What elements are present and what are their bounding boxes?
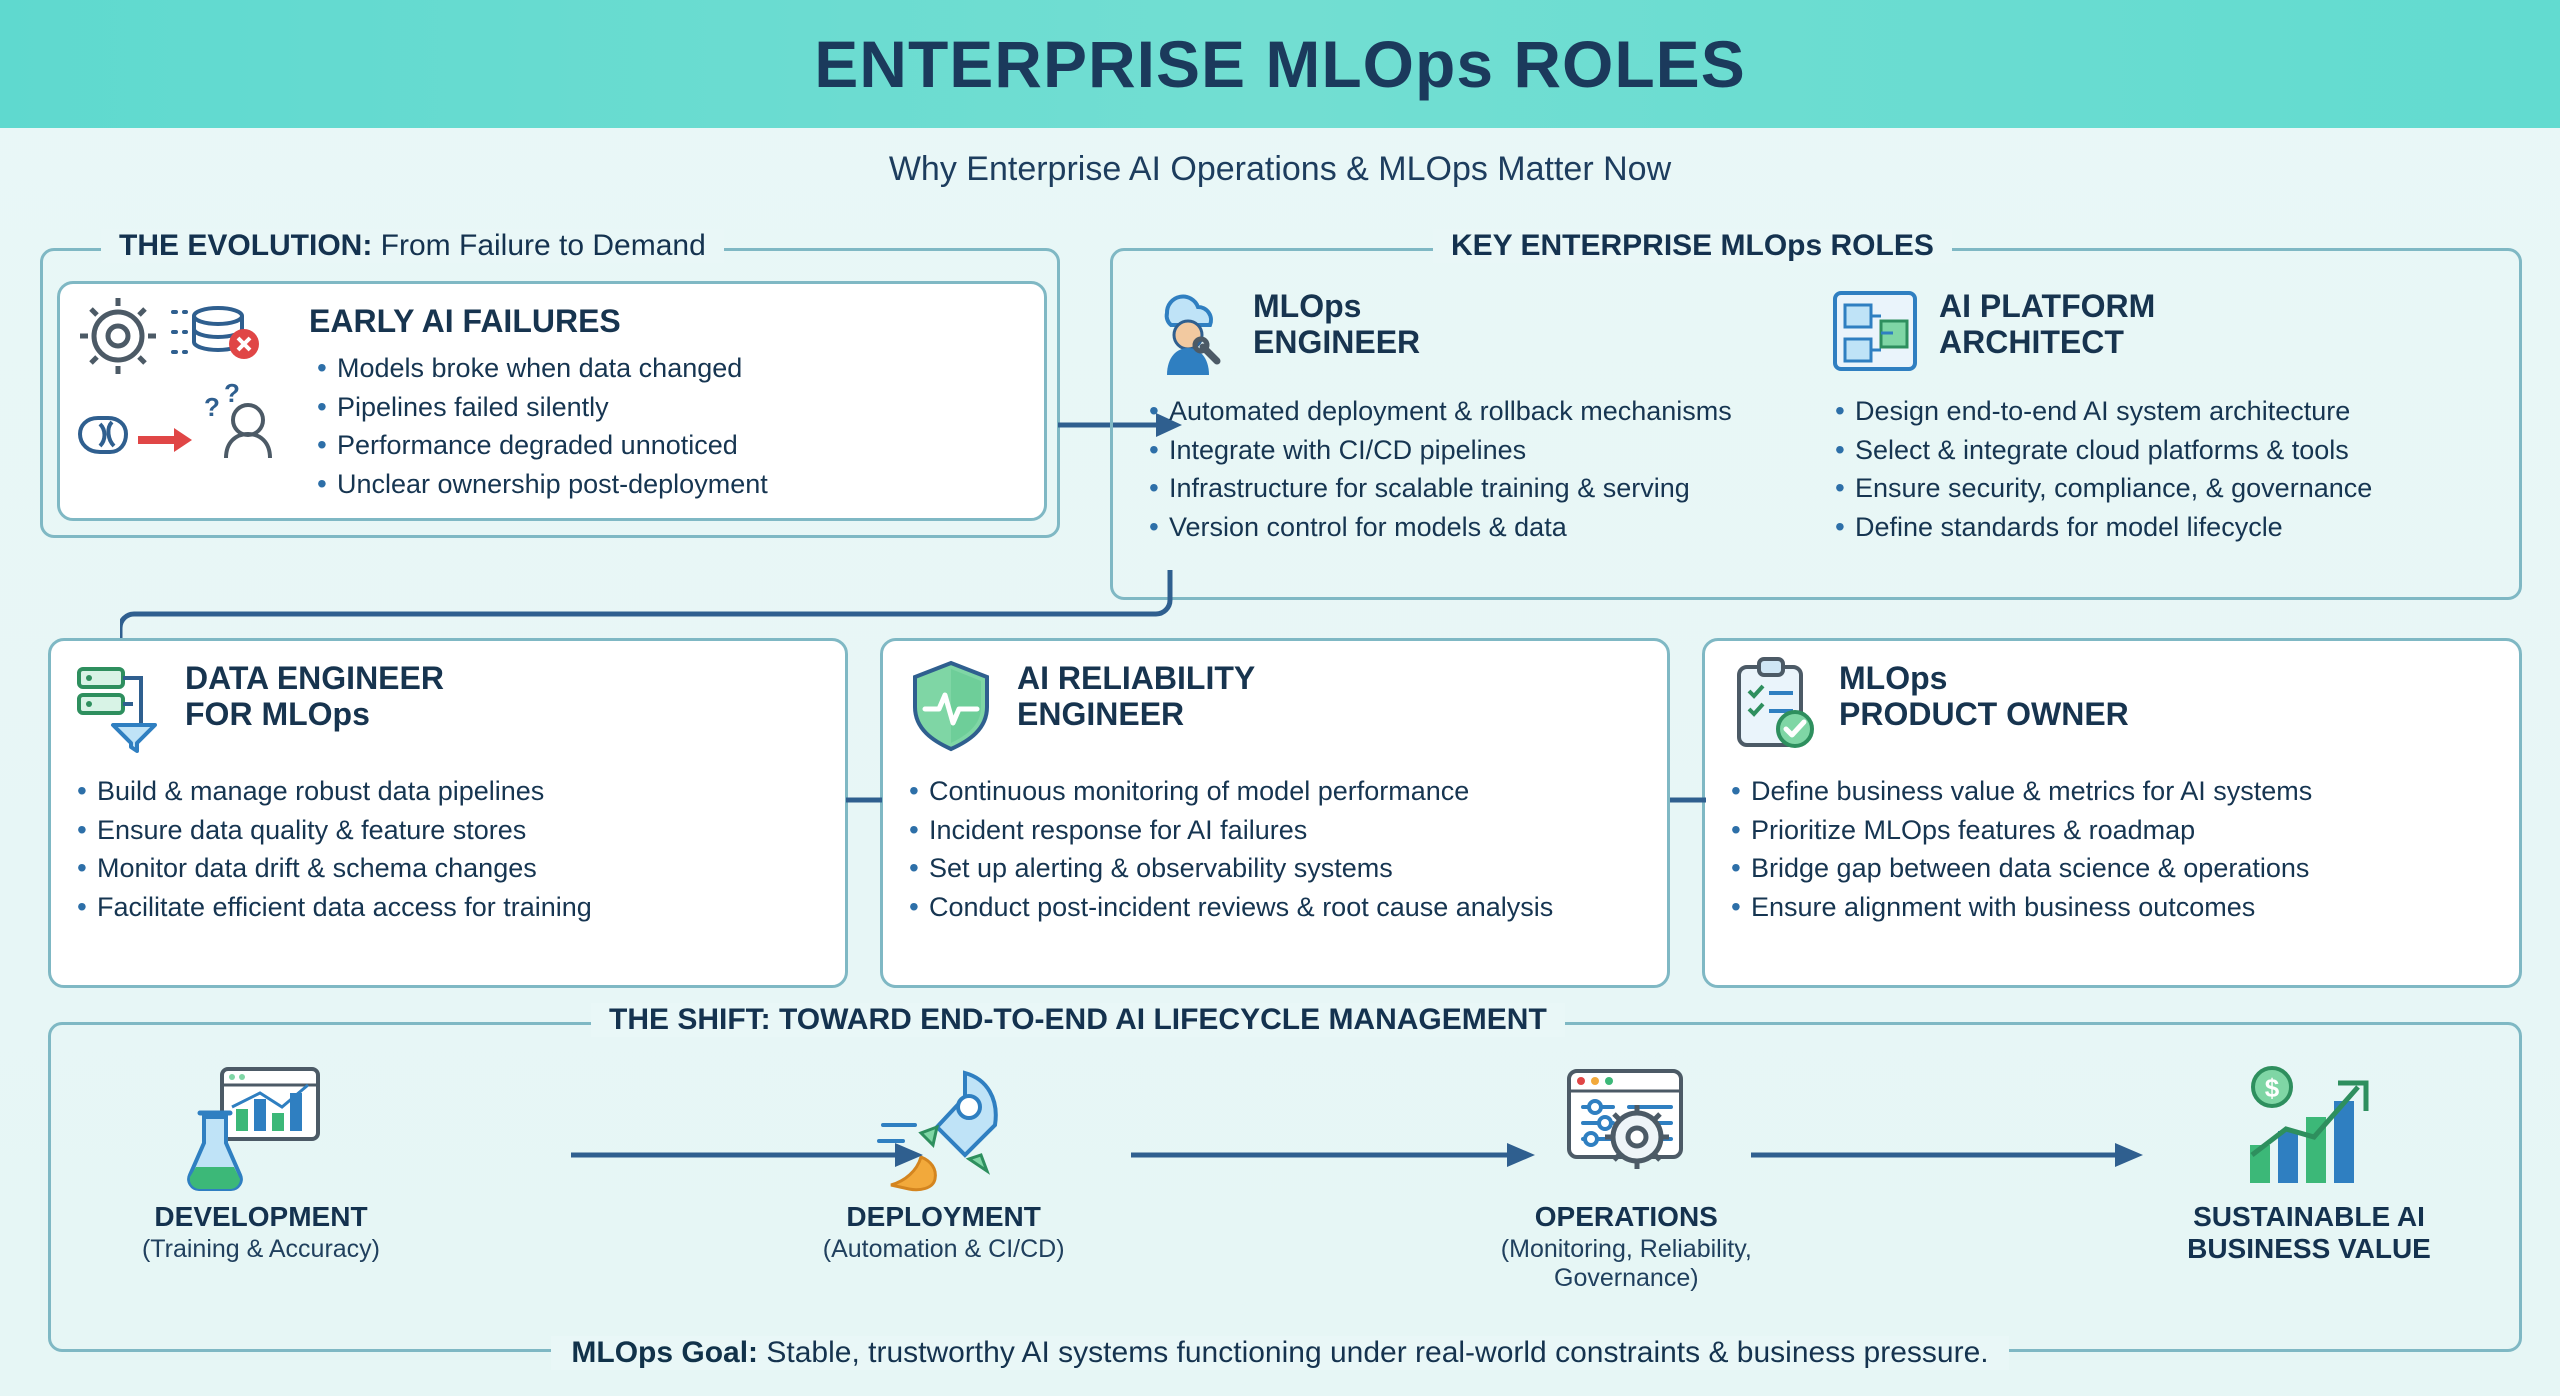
cloud-engineer-icon (1141, 283, 1237, 379)
list-item: • Design end-to-end AI system architecture (1827, 393, 2497, 430)
list-item: • Performance degraded unnoticed (309, 427, 1026, 464)
card-title (1017, 655, 1255, 733)
list-item: • Unclear ownership post-deployment (309, 466, 1026, 503)
failure-icons-group (78, 298, 293, 483)
list-item: • Bridge gap between data science & operations (1723, 850, 2501, 887)
list-item: • Infrastructure for scalable training & serving (1141, 470, 1799, 507)
card-header (69, 655, 827, 755)
flow-label-line2: BUSINESS VALUE (2187, 1233, 2431, 1265)
card-title-line2: ARCHITECT (1939, 323, 2124, 360)
evolution-title-bold: THE EVOLUTION: (119, 229, 373, 262)
card-title-line1: MLOps (1253, 288, 1362, 324)
card-ai-platform-architect[interactable] (1813, 273, 2511, 578)
page-title: ENTERPRISE MLOps ROLES (814, 27, 1746, 101)
list-item: • Select & integrate cloud platforms & tools (1827, 432, 2497, 469)
flow-label: OPERATIONS (1534, 1201, 1718, 1232)
card-data-engineer[interactable] (48, 638, 848, 988)
evolution-section-title (101, 229, 724, 263)
list-item: • Version control for models & data (1141, 509, 1799, 546)
card-header (901, 655, 1649, 755)
roles-section (1110, 229, 2522, 600)
card-title (1939, 283, 2155, 361)
card-bullet-list (1141, 393, 1799, 546)
list-item: • Set up alerting & observability systems (901, 850, 1649, 887)
card-header (1723, 655, 2501, 755)
header-banner (0, 0, 2560, 128)
connector-row2-links (846, 790, 1706, 810)
list-item: • Integrate with CI/CD pipelines (1141, 432, 1799, 469)
evolution-section (40, 229, 1060, 538)
list-item: • Models broke when data changed (309, 350, 1026, 387)
early-failure-icon (78, 298, 293, 483)
flow-label (2159, 1201, 2459, 1265)
card-title-line1: AI RELIABILITY (1017, 660, 1256, 696)
list-item: • Continuous monitoring of model performance (901, 773, 1649, 810)
card-bullet-list (69, 773, 827, 926)
card-early-ai-failures[interactable] (57, 281, 1047, 521)
list-item: • Ensure alignment with business outcomes (1723, 889, 2501, 926)
roles-section-title: KEY ENTERPRISE MLOps ROLES (1433, 229, 1952, 263)
list-item: • Ensure data quality & feature stores (69, 812, 827, 849)
blueprint-architecture-icon (1827, 283, 1923, 379)
flow-sublabel: (Training & Accuracy) (141, 1235, 381, 1264)
list-item: • Define business value & metrics for AI systems (1723, 773, 2501, 810)
flow-label: DEPLOYMENT (846, 1201, 1041, 1232)
flow-step-operations (1476, 1063, 1776, 1293)
list-item: • Ensure security, compliance, & governance (1827, 470, 2497, 507)
shield-heartbeat-icon (901, 655, 1001, 755)
svg-text:$: $ (2264, 1073, 2280, 1103)
card-title-line2: FOR MLOps (185, 695, 370, 732)
goal-text: Stable, trustworthy AI systems functioning under real-world constraints & business pressure. (758, 1336, 1989, 1369)
list-item: • Incident response for AI failures (901, 812, 1649, 849)
card-header (78, 298, 1026, 505)
card-header (1141, 283, 1799, 379)
flow-label-line1: SUSTAINABLE AI (2193, 1201, 2425, 1232)
goal-wrap (551, 1336, 2008, 1370)
list-item: • Monitor data drift & schema changes (69, 850, 827, 887)
lifecycle-flow (51, 1063, 2519, 1293)
shift-section-title: THE SHIFT: TOWARD END-TO-END AI LIFECYCLE MANAGEMENT (591, 1003, 1565, 1037)
card-title-line2: ENGINEER (1017, 695, 1185, 732)
card-bullet-list (309, 350, 1026, 503)
card-title (1253, 283, 1420, 361)
card-title: EARLY AI FAILURES (309, 303, 621, 339)
card-title-line2: ENGINEER (1253, 323, 1421, 360)
card-header (1827, 283, 2497, 379)
page-subtitle: Why Enterprise AI Operations & MLOps Matter Now (888, 150, 1672, 188)
shift-section (48, 1003, 2522, 1352)
svg-text:?: ? (224, 378, 240, 408)
flow-arrows (51, 1135, 2525, 1175)
list-item: • Prioritize MLOps features & roadmap (1723, 812, 2501, 849)
list-item: • Conduct post-incident reviews & root cause analysis (901, 889, 1649, 926)
card-ai-reliability-engineer[interactable] (880, 638, 1670, 988)
clipboard-check-icon (1723, 655, 1823, 755)
card-title-line1: DATA ENGINEER (185, 660, 444, 696)
list-item: • Build & manage robust data pipelines (69, 773, 827, 810)
flow-sublabel: (Monitoring, Reliability, Governance) (1500, 1235, 1752, 1293)
card-bullet-list (1827, 393, 2497, 546)
card-title-line1: MLOps (1839, 660, 1948, 696)
card-title-line1: AI PLATFORM (1939, 288, 2156, 324)
flow-label: DEVELOPMENT (154, 1201, 368, 1232)
card-mlops-product-owner[interactable] (1702, 638, 2522, 988)
list-item: • Automated deployment & rollback mechanisms (1141, 393, 1799, 430)
list-item: • Pipelines failed silently (309, 389, 1026, 426)
data-pipeline-icon (69, 655, 169, 755)
card-title (1839, 655, 2129, 733)
card-mlops-engineer[interactable] (1127, 273, 1813, 578)
card-bullet-list (1723, 773, 2501, 926)
connector-roles-to-row2 (120, 570, 1180, 640)
mlops-goal (0, 1336, 2560, 1370)
list-item: • Facilitate efficient data access for training (69, 889, 827, 926)
svg-text:?: ? (204, 392, 220, 422)
list-item: • Define standards for model lifecycle (1827, 509, 2497, 546)
card-title-line2: PRODUCT OWNER (1839, 695, 2129, 732)
card-title (185, 655, 444, 733)
evolution-title-light: From Failure to Demand (372, 229, 706, 262)
goal-label: MLOps Goal: (571, 1336, 759, 1369)
flow-sublabel: (Automation & CI/CD) (822, 1235, 1065, 1264)
red-arrow-icon (138, 428, 192, 452)
